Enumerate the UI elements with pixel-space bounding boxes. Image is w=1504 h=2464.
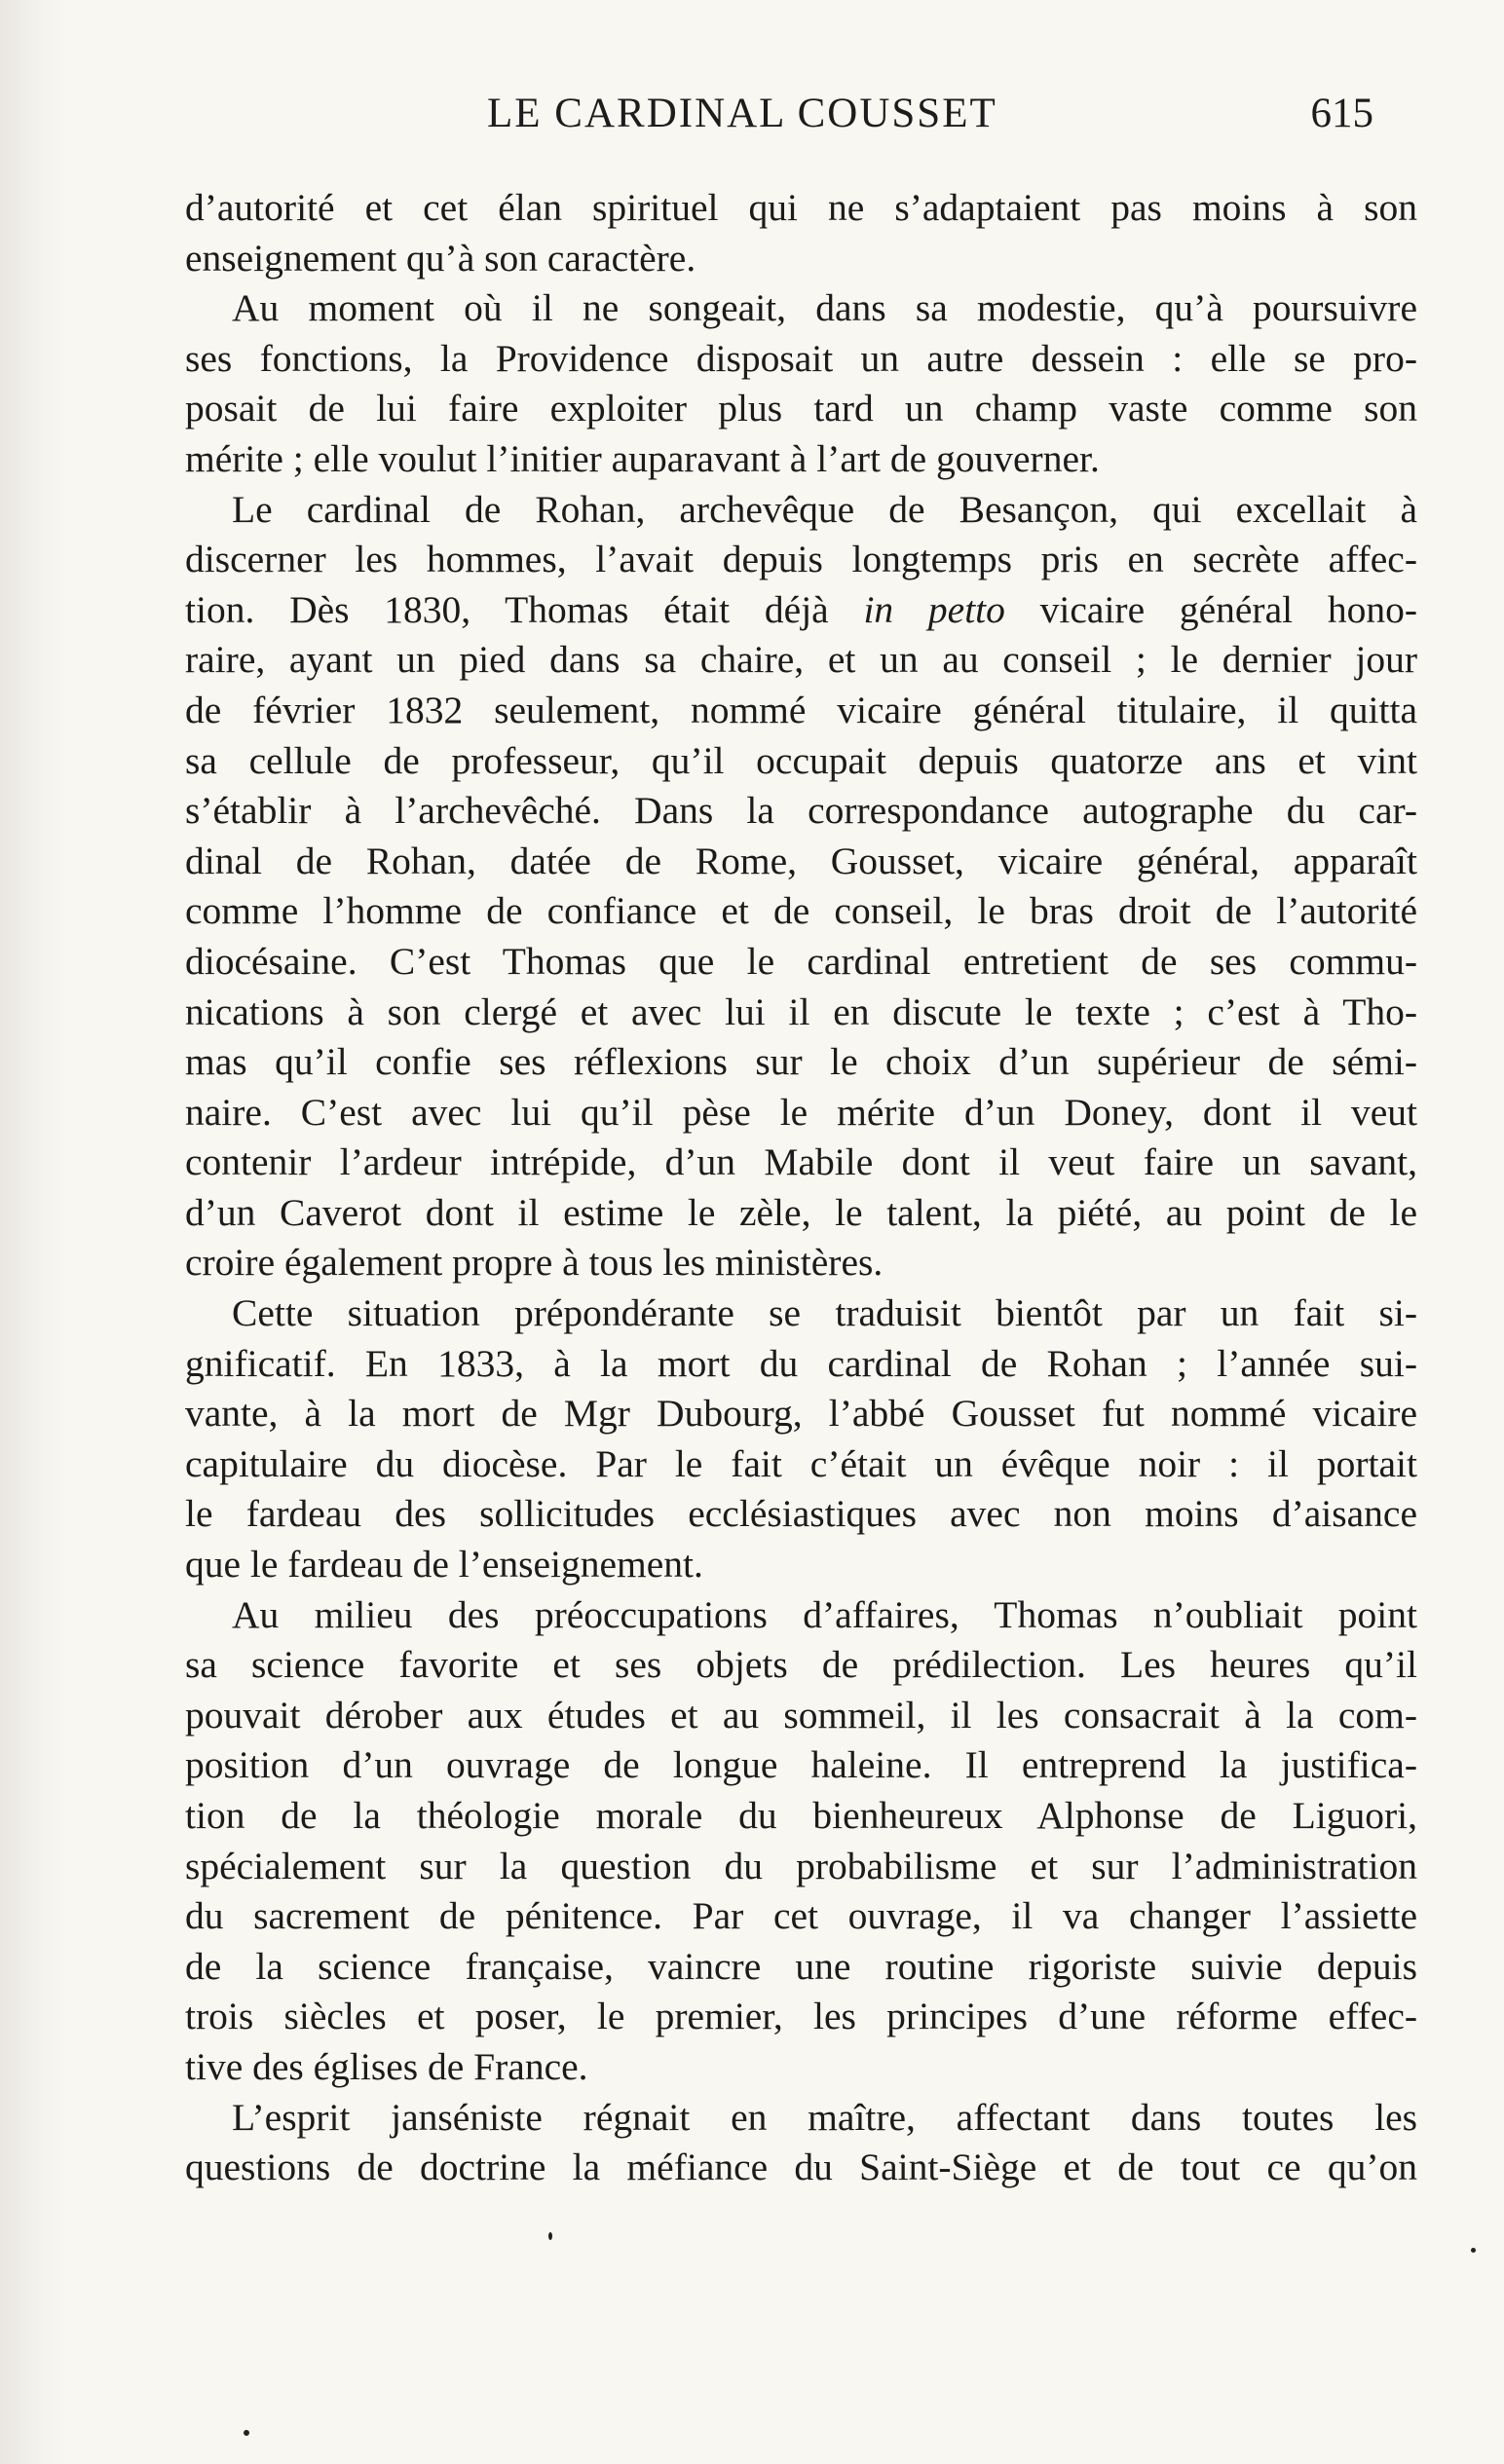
running-title: LE CARDINAL COUSSET: [487, 91, 997, 136]
text-line: sa science favorite et ses objets de prédilection. Les heures qu’il: [185, 1643, 1417, 1687]
text-line: de la science française, vaincre une routine rigoriste suivie depuis: [185, 1944, 1417, 1988]
text-line: enseignement qu’à son caractère.: [185, 236, 696, 280]
text-line: du sacrement de pénitence. Par cet ouvrage, il va changer l’assiette: [185, 1894, 1417, 1938]
text-segment: vicaire général hono-: [1039, 587, 1417, 631]
ink-speck: [548, 2232, 552, 2240]
text-line: L’esprit janséniste régnait en maître, affectant dans toutes les: [232, 2095, 1417, 2139]
text-line: s’établir à l’archevêché. Dans la correspondance autographe du car-: [185, 789, 1417, 833]
text-line: pouvait dérober aux études et au sommeil, il les consacrait à la com-: [185, 1693, 1417, 1736]
text-line: diocésaine. C’est Thomas que le cardinal entretient de ses commu-: [185, 939, 1417, 983]
text-line: spécialement sur la question du probabilisme et sur l’administration: [185, 1844, 1417, 1887]
ink-speck: [1471, 2248, 1476, 2253]
text-segment: tion. Dès 1830, Thomas était déjà: [185, 587, 829, 631]
ink-speck: [244, 2430, 249, 2436]
text-line: gnificatif. En 1833, à la mort du cardinal de Rohan ; l’année sui-: [185, 1341, 1417, 1385]
text-line: Cette situation prépondérante se traduisit bientôt par un fait si-: [232, 1291, 1417, 1335]
text-line: le fardeau des sollicitudes ecclésiastiques avec non moins d’aisance: [185, 1492, 1417, 1536]
italic-phrase: in petto: [863, 587, 1005, 631]
page-header: [195, 90, 1412, 158]
text-line: Le cardinal de Rohan, archevêque de Besançon, qui excellait à: [232, 487, 1417, 531]
text-line: naire. C’est avec lui qu’il pèse le mérite d’un Doney, dont il veut: [185, 1090, 1417, 1134]
text-line: trois siècles et poser, le premier, les principes d’une réforme effec-: [185, 1995, 1417, 2038]
text-line: nications à son clergé et avec lui il en discute le texte ; c’est à Tho-: [185, 989, 1417, 1033]
text-line-with-italic: [185, 585, 1417, 636]
text-line: tion de la théologie morale du bienheureux Alphonse de Liguori,: [185, 1794, 1417, 1837]
body-text: [185, 183, 1417, 2193]
text-line: tive des églises de France.: [185, 2044, 588, 2088]
text-line: dinal de Rohan, datée de Rome, Gousset, vicaire général, apparaît: [185, 839, 1417, 882]
text-line: mérite ; elle voulut l’initier auparavant à l’art de gouverner.: [185, 436, 1100, 480]
text-line: que le fardeau de l’enseignement.: [185, 1543, 703, 1587]
text-line: Au milieu des préoccupations d’affaires, Thomas n’oubliait point: [232, 1592, 1417, 1636]
text-line: sa cellule de professeur, qu’il occupait depuis quatorze ans et vint: [185, 738, 1417, 782]
text-line: questions de doctrine la méfiance du Saint-Siège et de tout ce qu’on: [185, 2146, 1417, 2189]
text-line: d’un Caverot dont il estime le zèle, le talent, la piété, au point de le: [185, 1190, 1417, 1234]
scan-edge-shadow: [0, 0, 68, 2464]
text-line: contenir l’ardeur intrépide, d’un Mabile dont il veut faire un savant,: [185, 1140, 1417, 1184]
text-line: position d’un ouvrage de longue haleine. Il entreprend la justifica-: [185, 1743, 1417, 1787]
text-line: capitulaire du diocèse. Par le fait c’était un évêque noir : il portait: [185, 1441, 1417, 1485]
text-line: d’autorité et cet élan spirituel qui ne s’adaptaient pas moins à son: [185, 186, 1417, 229]
text-line: croire également propre à tous les ministères.: [185, 1241, 884, 1285]
text-line: raire, ayant un pied dans sa chaire, et un au conseil ; le dernier jour: [185, 638, 1417, 682]
text-line: discerner les hommes, l’avait depuis longtemps pris en secrète affec-: [185, 538, 1417, 581]
text-line: comme l’homme de confiance et de conseil, le bras droit de l’autorité: [185, 889, 1417, 933]
text-line: mas qu’il confie ses réflexions sur le choix d’un supérieur de sémi-: [185, 1040, 1417, 1084]
text-line: vante, à la mort de Mgr Dubourg, l’abbé Gousset fut nommé vicaire: [185, 1392, 1417, 1436]
text-line: Au moment où il ne songeait, dans sa modestie, qu’à poursuivre: [232, 286, 1417, 330]
page-number: 615: [1310, 91, 1373, 136]
text-line: de février 1832 seulement, nommé vicaire général titulaire, il quitta: [185, 688, 1417, 731]
text-line: posait de lui faire exploiter plus tard un champ vaste comme son: [185, 387, 1417, 430]
text-line: ses fonctions, la Providence disposait un autre dessein : elle se pro-: [185, 336, 1417, 380]
